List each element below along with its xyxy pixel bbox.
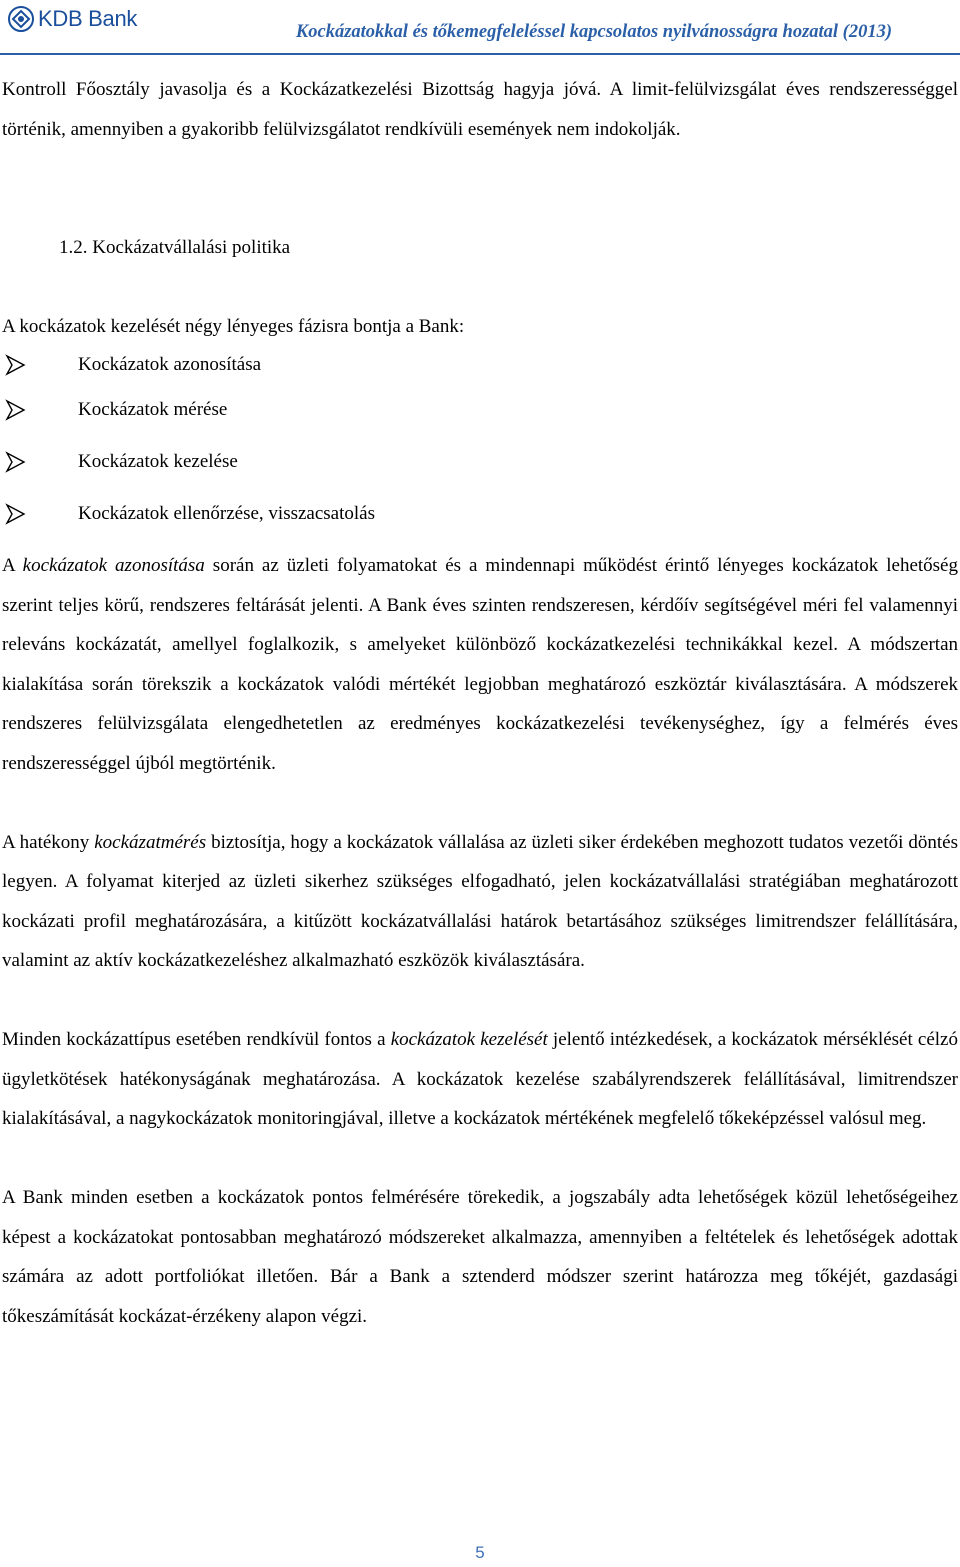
emphasized-term: kockázatmérés [94,831,207,853]
section-heading: 1.2. Kockázatvállalási politika [59,237,291,258]
document-body [2,70,958,1336]
paragraph-capital-method: A Bank minden esetben a kockázatok pontos felmérésére törekedik, a jogszabály adta lehetőségek közül lehetőségeihez képest a kockázatokat pontosabban meghatározó módszereket alkalmazza, amennyiben a feltételek és lehetőségek adottak számára az adott portfoliókat illetően. Bár a Bank a sztenderd módszer szerint határozza meg tőkéjét, gazdasági tőkeszámítását kockázat-érzékeny alapon végzi. [2,1187,958,1327]
paragraph-risk-identification [2,546,958,783]
list-item-label: Kockázatok azonosítása [78,354,262,376]
document-title: Kockázatokkal és tőkemegfeleléssel kapcsolatos nyilvánosságra hozatal (2013) [295,22,892,42]
text-run: Minden kockázattípus esetében rendkívül fontos a [2,1029,391,1050]
list-item-label: Kockázatok kezelése [78,451,238,473]
text-run: A hatékony [2,831,95,853]
paragraph-limit-review: Kontroll Főosztály javasolja és a Kockázatkezelési Bizottság hagyja jóvá. A limit-felülvizsgálat éves rendszerességgel történik, amennyiben a gyakoribb felülvizsgálatot rendkívüli események nem indokolják. [2,79,958,140]
list-item-label: Kockázatok ellenőrzése, visszacsatolás [78,503,376,525]
arrowhead-bullet-icon [4,503,26,525]
list-item [2,488,958,540]
page-number: 5 [475,1543,485,1562]
paragraph-risk-measurement [2,823,958,981]
arrowhead-bullet-icon [4,354,26,376]
phase-list [2,346,958,540]
emphasized-term: kockázatok kezelését [390,1029,548,1050]
list-item-label: Kockázatok mérése [78,399,228,421]
kdb-bank-logo [8,4,137,34]
text-run: jelentő intézkedések, a kockázatok mérséklését célzó ügyletkötések hatékonyságának meghatározása. A kockázatok kezelése szabályrendszerek felállításával, limitrendszer kialakításával, a nagykockázatok monitoringjával, illetve a kockázatok mértékének megfelelő tőkeképzéssel valósul meg. [2,1029,958,1129]
text-run: biztosítja, hogy a kockázatok vállalása az üzleti siker érdekében meghozott tudatos vezetői döntés legyen. A folyamat kiterjed az üzleti sikerhez szükséges elfogadható, jelen kockázatvállalási stratégiában meghatározott kockázati profil meghatározására, a kitűzött kockázatvállalási határok betartásához szükséges limitrendszer felállítására, valamint az aktív kockázatkezeléshez alkalmazható eszközök kiválasztására. [2,831,958,971]
arrowhead-bullet-icon [4,399,26,421]
kdb-logo-icon [8,6,34,32]
page-header [0,0,960,56]
list-item [2,346,958,384]
text-run: során az üzleti folyamatokat és a mindennapi működést érintő lényeges kockázatok lehetőség szerint teljes körű, rendszeres feltárását jelenti. A Bank éves szinten rendszeresen, kérdőív segítségével méri fel valamennyi releváns kockázatát, amellyel foglalkozik, s amelyeket különböző kockázatkezelési technikákkal kezel. A módszertan kialakítása során törekszik a kockázatok valódi mértékét legjobban meghatározó eszköztár kiválasztására. A módszerek rendszeres felülvizsgálata elengedhetetlen az eredményes kockázatkezelési tevékenységhez, így a felmérés éves rendszerességgel újból megtörténik. [2,555,958,774]
arrowhead-bullet-icon [4,451,26,473]
header-divider [0,53,960,55]
paragraph-risk-management [2,1020,958,1139]
logo-text: KDB Bank [38,6,138,31]
text-run: A [2,555,23,576]
intro-sentence: A kockázatok kezelését négy lényeges fázisra bontja a Bank: [2,315,465,337]
emphasized-term: kockázatok azonosítása [22,555,205,576]
list-item [2,384,958,436]
list-item [2,436,958,488]
